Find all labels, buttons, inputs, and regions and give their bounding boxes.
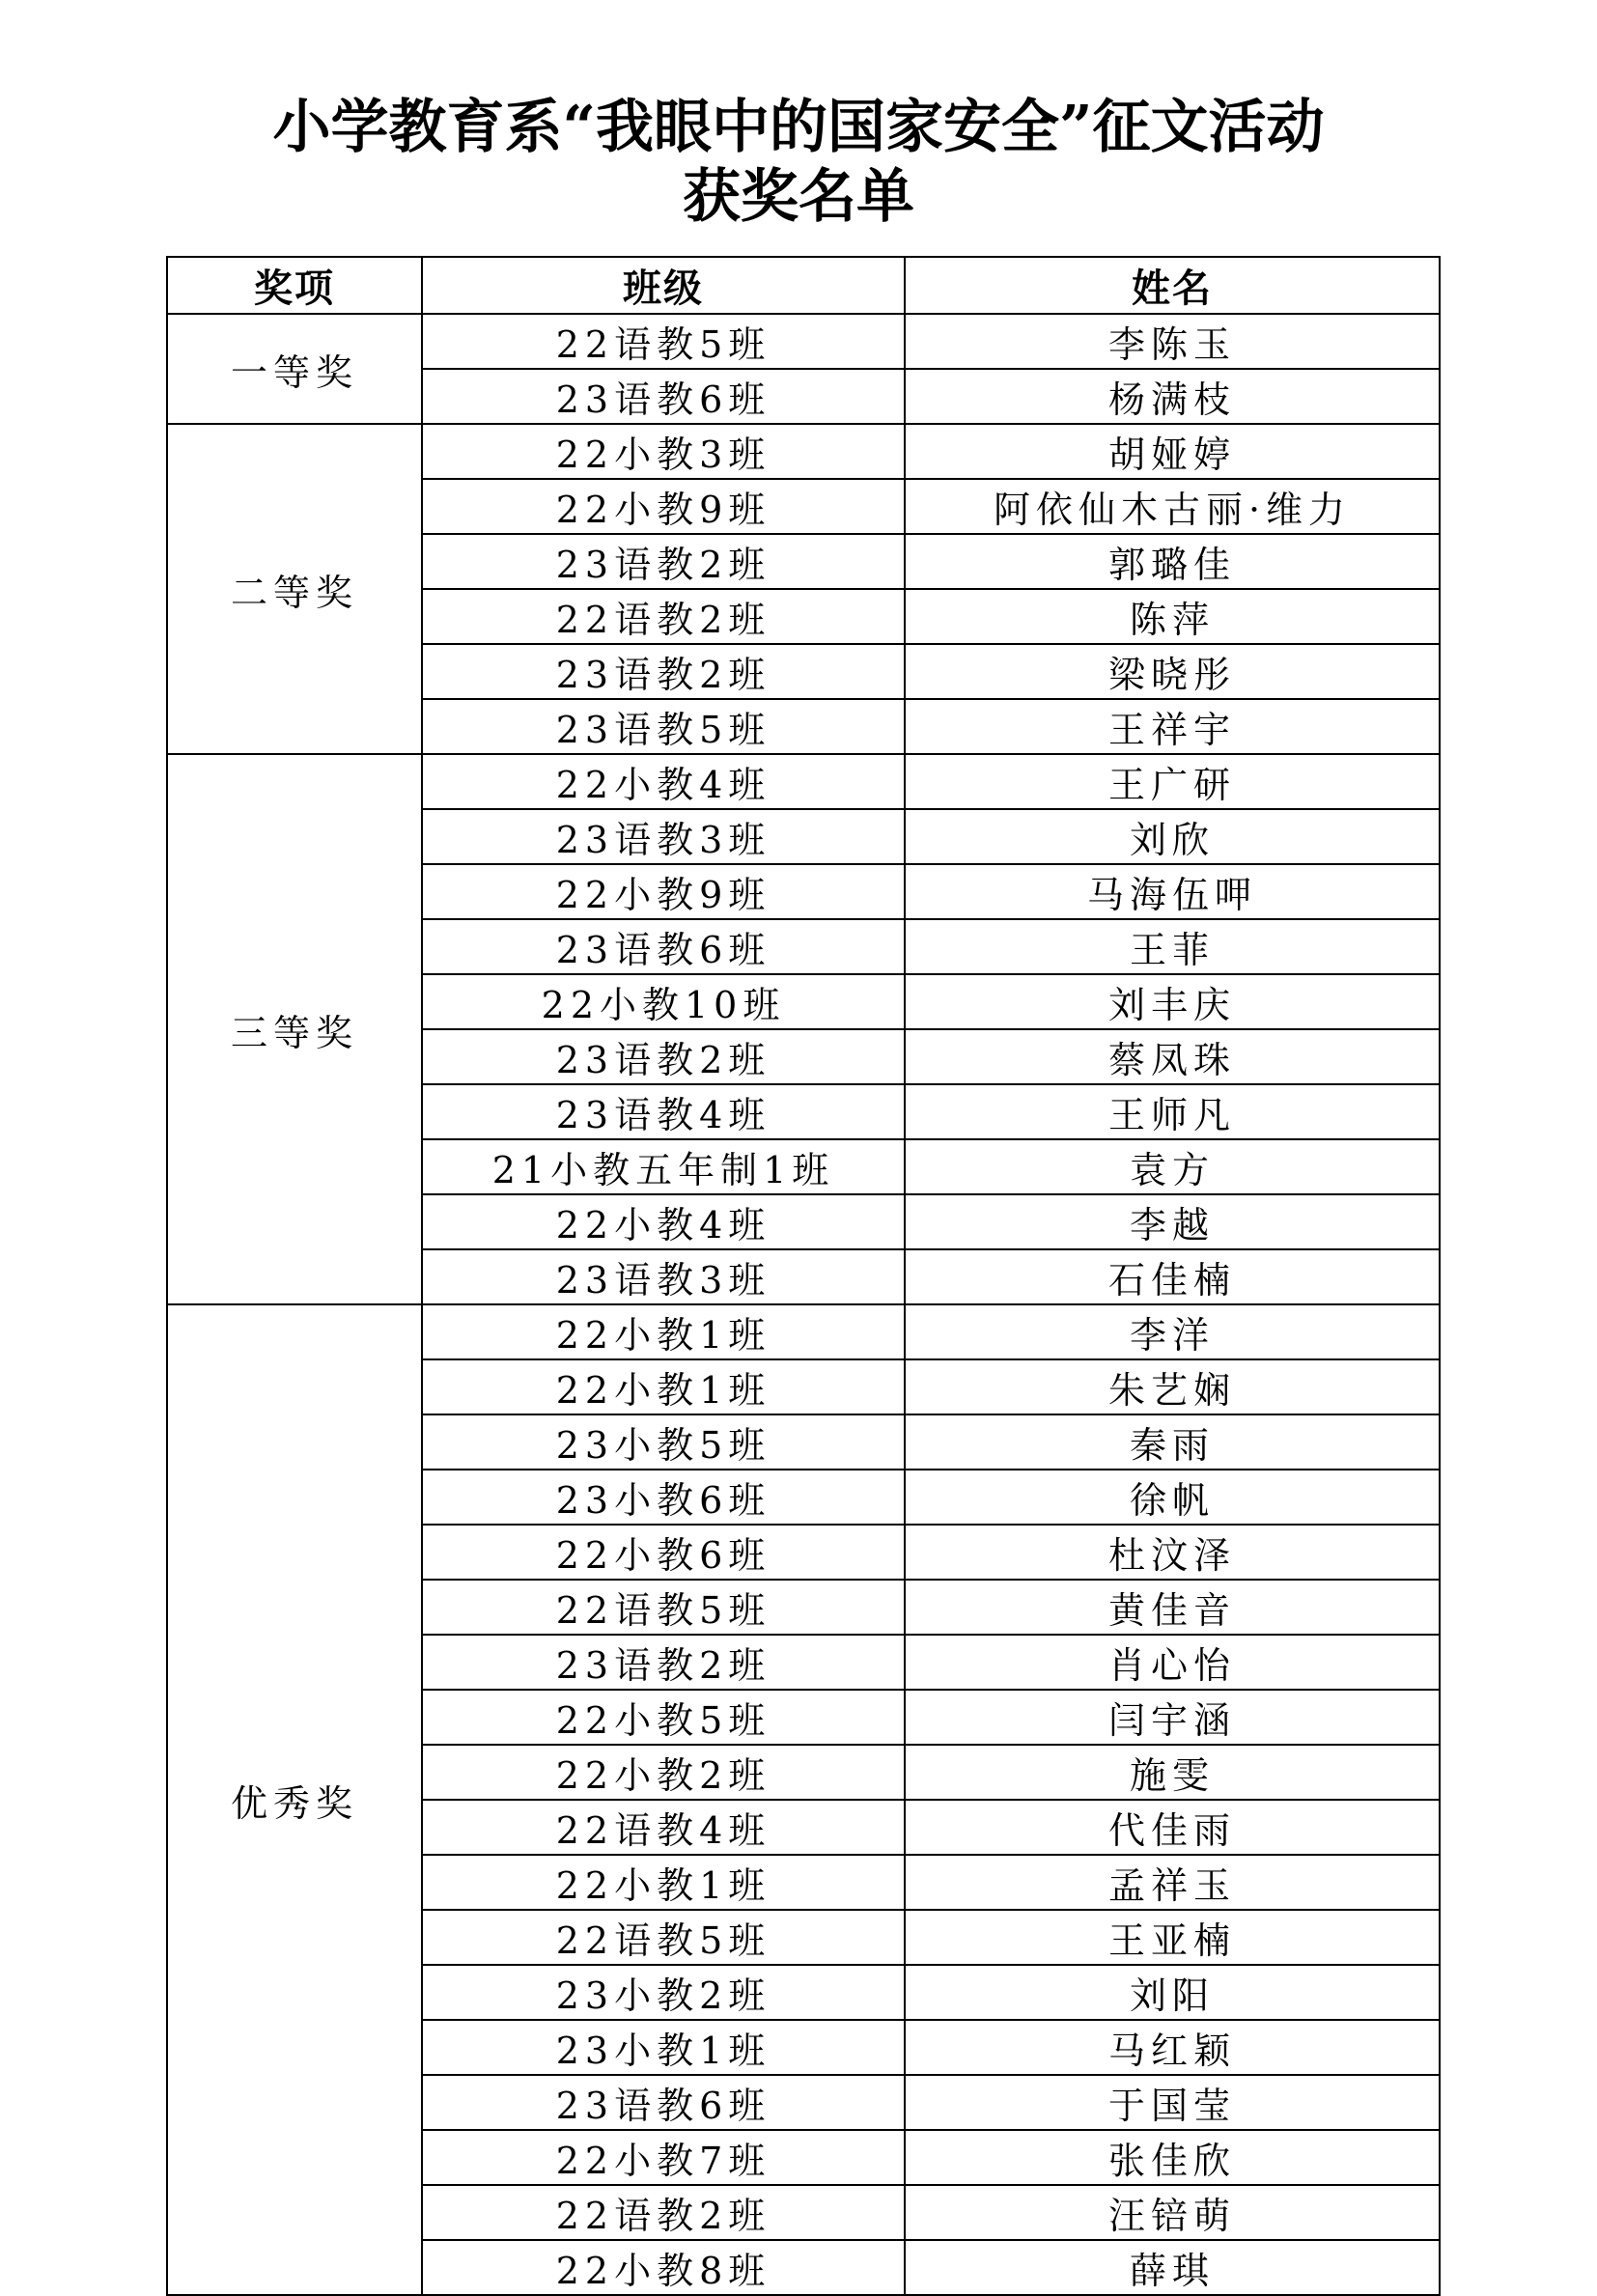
student-name-cell: 李陈玉	[905, 314, 1440, 369]
class-cell: 22小教9班	[422, 479, 905, 534]
class-cell: 22语教5班	[422, 1580, 905, 1635]
class-cell: 22小教2班	[422, 1745, 905, 1800]
class-cell: 22小教3班	[422, 424, 905, 479]
class-cell: 23小教5班	[422, 1414, 905, 1470]
class-cell: 22小教7班	[422, 2130, 905, 2185]
student-name-cell: 秦雨	[905, 1414, 1440, 1470]
student-name-cell: 马红颖	[905, 2020, 1440, 2075]
student-name-cell: 王菲	[905, 919, 1440, 974]
header-name: 姓名	[905, 257, 1440, 314]
class-cell: 23语教2班	[422, 1029, 905, 1084]
class-cell: 22小教1班	[422, 1304, 905, 1359]
student-name-cell: 王广研	[905, 754, 1440, 809]
award-level-cell: 三等奖	[167, 754, 422, 1304]
header-row	[167, 257, 1440, 314]
student-name-cell: 孟祥玉	[905, 1855, 1440, 1910]
header-class: 班级	[422, 257, 905, 314]
student-name-cell: 李越	[905, 1194, 1440, 1249]
class-cell: 23语教3班	[422, 1249, 905, 1304]
student-name-cell: 闫宇涵	[905, 1690, 1440, 1745]
class-cell: 22语教5班	[422, 314, 905, 369]
student-name-cell: 杨满枝	[905, 369, 1440, 424]
student-name-cell: 于国莹	[905, 2075, 1440, 2130]
student-name-cell: 王祥宇	[905, 699, 1440, 754]
student-name-cell: 刘欣	[905, 809, 1440, 864]
student-name-cell: 马海伍呷	[905, 864, 1440, 919]
document-subtitle: 获奖名单	[683, 163, 914, 231]
class-cell: 22小教1班	[422, 1359, 905, 1414]
class-cell: 23语教2班	[422, 1635, 905, 1690]
class-cell: 22语教4班	[422, 1800, 905, 1855]
student-name-cell: 张佳欣	[905, 2130, 1440, 2185]
class-cell: 23语教3班	[422, 809, 905, 864]
class-cell: 21小教五年制1班	[422, 1139, 905, 1194]
class-cell: 22小教8班	[422, 2240, 905, 2295]
class-cell: 23语教2班	[422, 534, 905, 589]
class-cell: 23小教2班	[422, 1965, 905, 2020]
class-cell: 22小教4班	[422, 1194, 905, 1249]
student-name-cell: 肖心怡	[905, 1635, 1440, 1690]
student-name-cell: 徐帆	[905, 1470, 1440, 1525]
student-name-cell: 郭璐佳	[905, 534, 1440, 589]
class-cell: 23语教6班	[422, 369, 905, 424]
student-name-cell: 代佳雨	[905, 1800, 1440, 1855]
header-award: 奖项	[167, 257, 422, 314]
student-name-cell: 刘阳	[905, 1965, 1440, 2020]
class-cell: 22小教5班	[422, 1690, 905, 1745]
student-name-cell: 蔡凤珠	[905, 1029, 1440, 1084]
class-cell: 22语教2班	[422, 2185, 905, 2240]
award-level-cell: 优秀奖	[167, 1304, 422, 2295]
class-cell: 22语教2班	[422, 589, 905, 644]
table-row	[167, 424, 1440, 479]
table-row	[167, 754, 1440, 809]
student-name-cell: 朱艺娴	[905, 1359, 1440, 1414]
student-name-cell: 阿依仙木古丽·维力	[905, 479, 1440, 534]
student-name-cell: 李洋	[905, 1304, 1440, 1359]
class-cell: 23语教6班	[422, 919, 905, 974]
student-name-cell: 石佳楠	[905, 1249, 1440, 1304]
table-row	[167, 314, 1440, 369]
class-cell: 22小教6班	[422, 1525, 905, 1580]
award-level-cell: 一等奖	[167, 314, 422, 424]
class-cell: 22小教9班	[422, 864, 905, 919]
class-cell: 23小教1班	[422, 2020, 905, 2075]
student-name-cell: 汪锫萌	[905, 2185, 1440, 2240]
class-cell: 22小教1班	[422, 1855, 905, 1910]
student-name-cell: 杜汶泽	[905, 1525, 1440, 1580]
award-level-cell: 二等奖	[167, 424, 422, 754]
class-cell: 22语教5班	[422, 1910, 905, 1965]
award-table-body	[167, 314, 1440, 2295]
class-cell: 23语教5班	[422, 699, 905, 754]
student-name-cell: 薛琪	[905, 2240, 1440, 2295]
student-name-cell: 王师凡	[905, 1084, 1440, 1139]
student-name-cell: 袁方	[905, 1139, 1440, 1194]
table-row	[167, 1304, 1440, 1359]
class-cell: 23小教6班	[422, 1470, 905, 1525]
student-name-cell: 刘丰庆	[905, 974, 1440, 1029]
document-title: 小学教育系“我眼中的国家安全”征文活动	[272, 94, 1325, 161]
class-cell: 23语教4班	[422, 1084, 905, 1139]
class-cell: 23语教2班	[422, 644, 905, 699]
student-name-cell: 黄佳音	[905, 1580, 1440, 1635]
award-table	[166, 256, 1441, 2296]
student-name-cell: 胡娅婷	[905, 424, 1440, 479]
class-cell: 22小教10班	[422, 974, 905, 1029]
student-name-cell: 施雯	[905, 1745, 1440, 1800]
student-name-cell: 梁晓彤	[905, 644, 1440, 699]
class-cell: 22小教4班	[422, 754, 905, 809]
student-name-cell: 陈萍	[905, 589, 1440, 644]
class-cell: 23语教6班	[422, 2075, 905, 2130]
student-name-cell: 王亚楠	[905, 1910, 1440, 1965]
